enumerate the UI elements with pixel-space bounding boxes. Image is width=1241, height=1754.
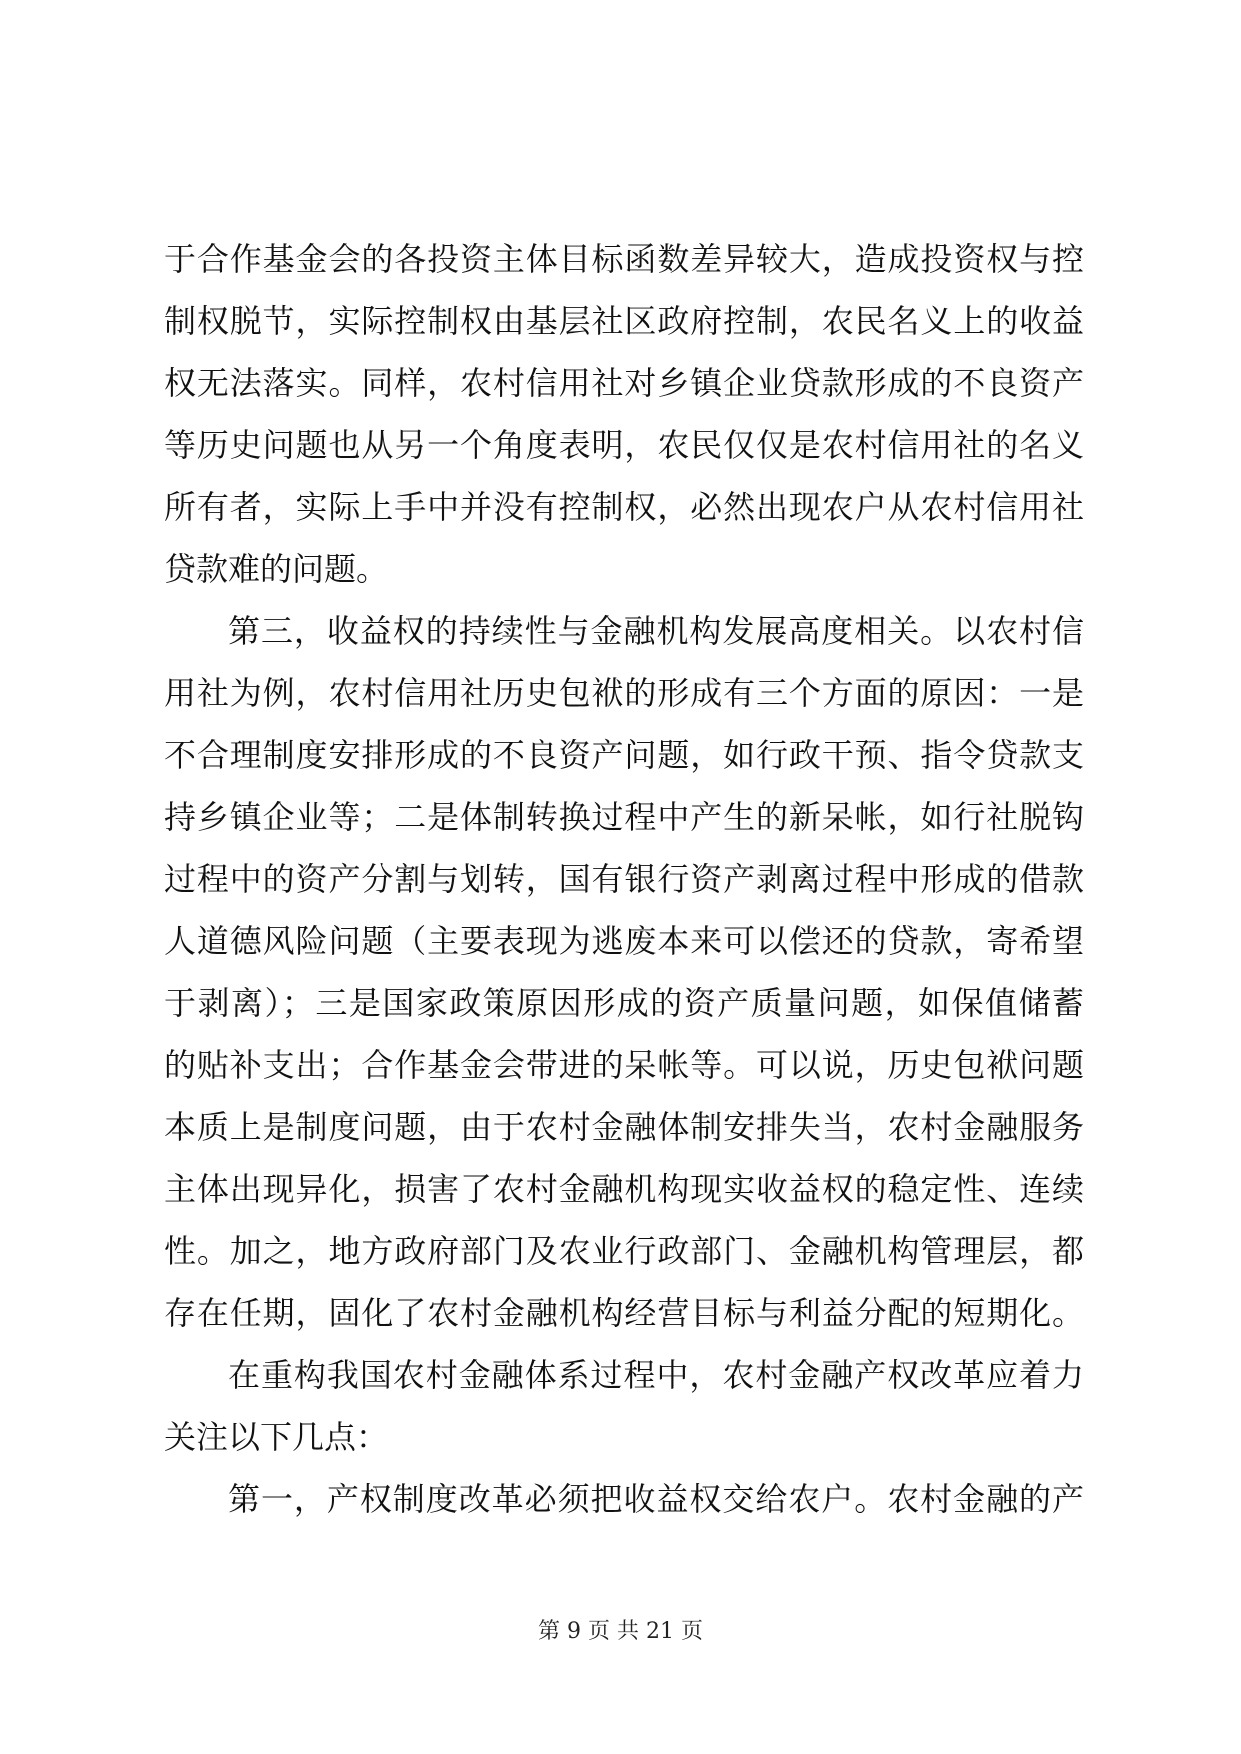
text-line: 于剥离）；三是国家政策原因形成的资产质量问题，如保值储蓄 [164,984,1084,1022]
text-line: 本质上是制度问题，由于农村金融体制安排失当，农村金融服务 [164,1108,1084,1146]
text-line: 于合作基金会的各投资主体目标函数差异较大，造成投资权与控 [164,240,1084,278]
text-line: 用社为例，农村信用社历史包袱的形成有三个方面的原因：一是 [164,674,1084,712]
text-line: 贷款难的问题。 [164,550,389,588]
text-line: 等历史问题也从另一个角度表明，农民仅仅是农村信用社的名义 [164,426,1084,464]
paragraph [164,228,1084,600]
text-line: 关注以下几点： [164,1418,389,1456]
text-line: 权无法落实。同样，农村信用社对乡镇企业贷款形成的不良资产 [164,364,1084,402]
text-line: 在重构我国农村金融体系过程中，农村金融产权改革应着力 [228,1356,1084,1394]
text-line: 过程中的资产分割与划转，国有银行资产剥离过程中形成的借款 [164,860,1084,898]
text-line: 第三，收益权的持续性与金融机构发展高度相关。以农村信 [228,612,1084,650]
text-line: 的贴补支出；合作基金会带进的呆帐等。可以说，历史包袱问题 [164,1046,1084,1084]
paragraph [164,1344,1084,1468]
text-line: 人道德风险问题（主要表现为逃废本来可以偿还的贷款，寄希望 [164,922,1084,960]
page-number-footer: 第 9 页 共 21 页 [538,1619,703,1644]
text-line: 持乡镇企业等；二是体制转换过程中产生的新呆帐，如行社脱钩 [164,798,1084,836]
text-line: 制权脱节，实际控制权由基层社区政府控制，农民名义上的收益 [164,302,1084,340]
document-body [164,228,1084,1530]
text-line: 第一，产权制度改革必须把收益权交给农户。农村金融的产 [228,1480,1084,1518]
text-line: 存在任期，固化了农村金融机构经营目标与利益分配的短期化。 [164,1294,1084,1332]
paragraph [164,1468,1084,1530]
text-line: 性。加之，地方政府部门及农业行政部门、金融机构管理层，都 [164,1232,1084,1270]
text-line: 所有者，实际上手中并没有控制权，必然出现农户从农村信用社 [164,488,1084,526]
text-line: 不合理制度安排形成的不良资产问题，如行政干预、指令贷款支 [164,736,1084,774]
paragraph [164,600,1084,1344]
text-line: 主体出现异化，损害了农村金融机构现实收益权的稳定性、连续 [164,1170,1084,1208]
